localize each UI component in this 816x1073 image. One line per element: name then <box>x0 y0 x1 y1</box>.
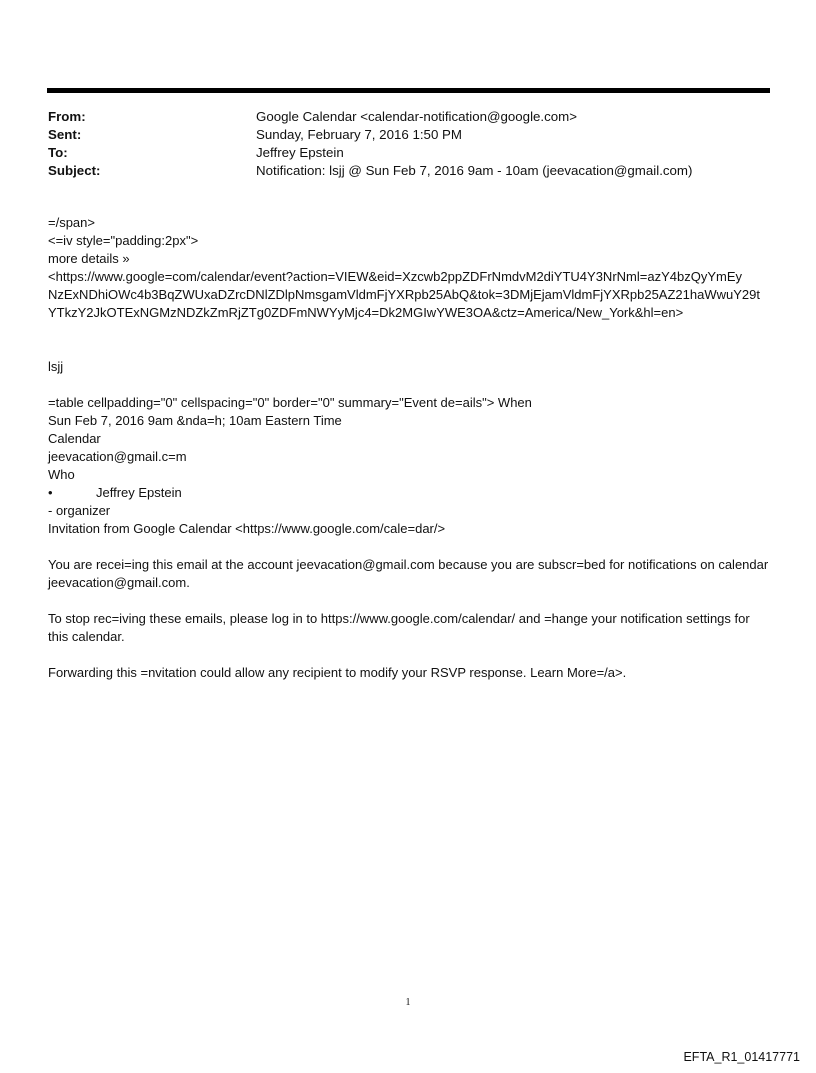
bullet-icon: • <box>48 485 53 500</box>
header-rule <box>47 88 770 93</box>
forwarding-paragraph: Forwarding this =nvitation could allow any recipient to modify your RSVP response. Learn More=/a>. <box>48 665 627 680</box>
who-label: Who <box>48 467 75 482</box>
event-table-line: =table cellpadding="0" cellspacing="0" border="0" summary="Event de=ails"> When <box>48 395 532 410</box>
from-row <box>48 108 768 126</box>
from-label: From: <box>48 109 86 124</box>
invitation-line[interactable]: Invitation from Google Calendar <https://www.google.com/cale=dar/> <box>48 521 446 536</box>
event-url-line-2[interactable]: NzExNDhiOWc4b3BqZWUxaDZrcDNlZDlpNmsgamVldmFjYXRpb25AbQ&tok=3DMjEjamVldmFjYXRpb25AZ21haWwuY29t <box>48 287 760 302</box>
from-value: Google Calendar <calendar-notification@google.com> <box>256 109 578 124</box>
attendee-item <box>48 484 773 502</box>
sent-row <box>48 126 768 144</box>
sent-value: Sunday, February 7, 2016 1:50 PM <box>256 127 462 142</box>
more-details-link[interactable]: more details » <box>48 251 130 266</box>
event-url-line-1[interactable]: <https://www.google=com/calendar/event?action=VIEW&eid=Xzcwb2ppZDFrNmdvM2diYTU4Y3NrNml=azY4bzQyYmEy <box>48 269 742 284</box>
to-row <box>48 144 768 162</box>
event-url-line-3[interactable]: YTkzY2JkOTExNGMzNDZkZmRjZTg0ZDFmNWYyMjc4=Dk2MGIwYWE3OA&ctz=America/New_York&hl=en> <box>48 305 684 320</box>
subject-label: Subject: <box>48 163 101 178</box>
email-body <box>48 214 773 682</box>
body-line-span: =/span> <box>48 215 95 230</box>
sent-label: Sent: <box>48 127 82 142</box>
subscription-paragraph: You are recei=ing this email at the account jeevacation@gmail.com because you are subscr=bed for notifications on calendar jeevacation@gmail.com. <box>48 557 769 590</box>
page-number: 1 <box>405 997 411 1008</box>
event-when: Sun Feb 7, 2016 9am &nda=h; 10am Eastern Time <box>48 413 342 428</box>
attendee-name: Jeffrey Epstein <box>96 485 182 500</box>
to-label: To: <box>48 145 68 160</box>
email-header <box>48 108 768 180</box>
document-id: EFTA_R1_01417771 <box>683 1050 800 1064</box>
subject-row <box>48 162 768 180</box>
to-value: Jeffrey Epstein <box>256 145 344 160</box>
organizer-note: - organizer <box>48 503 111 518</box>
body-line-div: <=iv style="padding:2px"> <box>48 233 199 248</box>
calendar-label: Calendar <box>48 431 101 446</box>
event-title: lsjj <box>48 359 64 374</box>
calendar-value: jeevacation@gmail.c=m <box>48 449 187 464</box>
subject-value: Notification: lsjj @ Sun Feb 7, 2016 9am - 10am (jeevacation@gmail.com) <box>256 163 693 178</box>
stop-notifications-paragraph: To stop rec=iving these emails, please log in to https://www.google.com/calendar/ and =hange your notification settings for this calendar. <box>48 611 750 644</box>
